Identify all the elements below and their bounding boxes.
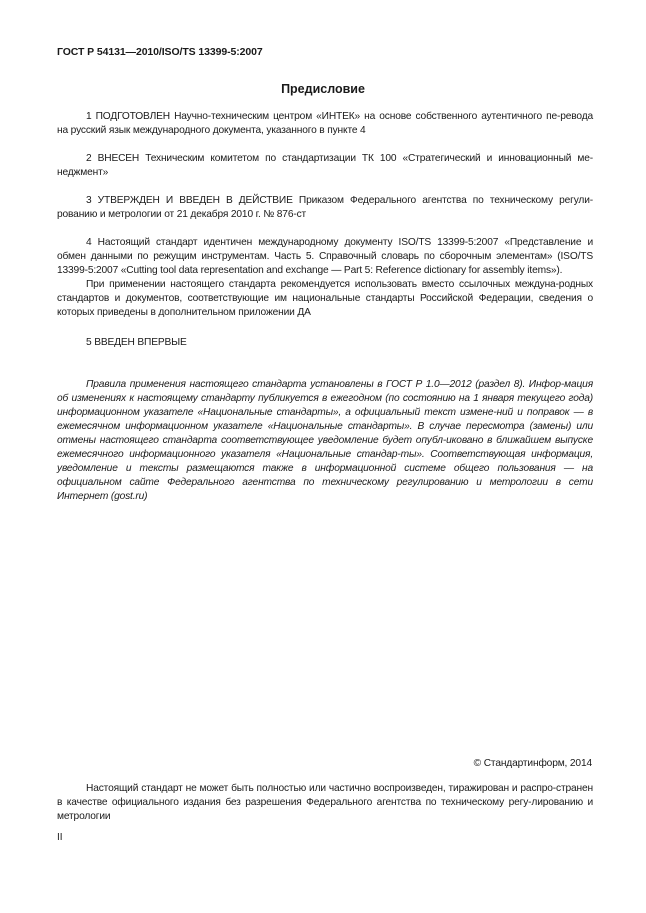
item-4-text: 4 Настоящий стандарт идентичен международному документу ISO/TS 13399-5:2007 «Представление и обмен данными по режущим инструментам. Часть 5. Справочный словарь по сборочным элементам» (ISO/TS 13399-5:2007 «Cutting tool data representation and exchange — Part 5: Reference dictionary for assembly items»). (57, 237, 593, 276)
item-1-text: 1 ПОДГОТОВЛЕН Научно-техническим центром «ИНТЕК» на основе собственного аутентичного пе-ревода на русский язык международного документа, указанного в пункте 4 (57, 111, 593, 136)
item-4-note: При применении настоящего стандарта рекомендуется использовать вместо ссылочных междуна-родных стандартов и документов, соответствующие им национальные стандарты Российской Федерации, сведения о которых приведены в дополнительном приложении ДА (57, 279, 593, 318)
reproduction-text: Настоящий стандарт не может быть полностью или частично воспроизведен, тиражирован и распро-странен в качестве официального издания без разрешения Федерального агентства по техническому регу-лированию и метрологии (57, 783, 593, 822)
item-3-text: 3 УТВЕРЖДЕН И ВВЕДЕН В ДЕЙСТВИЕ Приказом Федерального агентства по техническому регули-рованию и метрологии от 21 декабря 2010 г. № 876-ст (57, 195, 593, 220)
item-2-block (57, 152, 593, 180)
item-4-block (57, 236, 593, 320)
notice-block (57, 378, 593, 504)
item-2-text: 2 ВНЕСЕН Техническим комитетом по стандартизации ТК 100 «Стратегический и инновационный ме-неджмент» (57, 153, 593, 178)
page-title: Предисловие (281, 82, 365, 96)
item-5-block (57, 336, 593, 350)
page-number: II (57, 832, 63, 843)
copyright-line: © Стандартинформ, 2014 (473, 758, 592, 769)
item-3-block (57, 194, 593, 222)
reproduction-block (57, 782, 593, 824)
item-5-text: 5 ВВЕДЕН ВПЕРВЫЕ (86, 337, 187, 348)
document-code-header: ГОСТ Р 54131—2010/ISO/TS 13399-5:2007 (57, 46, 263, 58)
notice-text: Правила применения настоящего стандарта установлены в ГОСТ Р 1.0—2012 (раздел 8). Инфор-мация об изменениях к настоящему стандарту публикуется в ежегодном (по состоянию на 1 января текущего года) информационном указателе «Национальные стандарты», а официальный текст измене-ний и поправок — в ежемесячном информационном указателе «Национальные стандарты». В случае пересмотра (замены) или отмены настоящего стандарта соответствующее уведомление будет опубл-иковано в ближайшем выпуске ежемесячного информационного указателя «Национальные стандар-ты». Соответствующая информация, уведомление и тексты размещаются также в информационной системе общего пользования — на официальном сайте Федерального агентства по техническому регулированию и метрологии в сети Интернет (gost.ru) (57, 379, 593, 502)
item-1-block (57, 110, 593, 138)
